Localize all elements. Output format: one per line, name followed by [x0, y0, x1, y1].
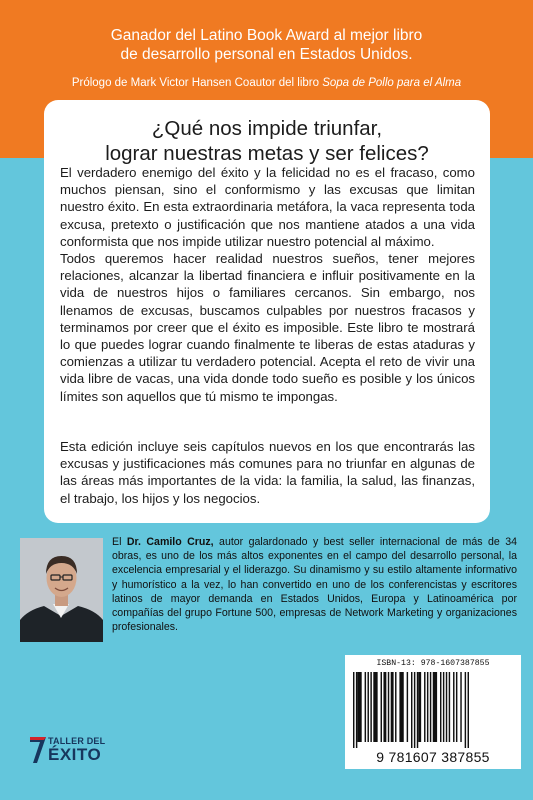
- barcode-bar: [449, 672, 450, 742]
- barcode-bar: [395, 672, 396, 742]
- barcode-bar: [368, 672, 369, 742]
- author-name: Dr. Camilo Cruz,: [126, 536, 214, 548]
- barcode-bar: [433, 672, 437, 742]
- synopsis-card: [44, 100, 490, 523]
- prologue-prefix: Prólogo de Mark Victor Hansen Coautor del libro: [71, 77, 323, 89]
- award-text: [0, 26, 533, 64]
- barcode-bar: [417, 672, 418, 748]
- prologue-book-title: Sopa de Pollo para el Alma: [322, 77, 462, 89]
- barcode-bar: [365, 672, 366, 742]
- barcode-bar: [460, 672, 461, 742]
- barcode-bar: [456, 672, 457, 742]
- isbn-barcode: [345, 655, 521, 769]
- synopsis-title-line-1: ¿Qué nos impide triunfar,: [151, 117, 383, 140]
- publisher-name-line-2: ÉXITO: [48, 745, 102, 764]
- synopsis-paragraph-1: El verdadero enemigo del éxito y la felicidad no es el fracaso, como muchos piensan, sino el conformismo y las excusas que limitan nuestro éxito. En esta extraordinaria metáfora, la vaca representa toda excusa, pretexto o justificación que nos mantiene atados a una vida conformista que nos impide utilizar nuestro potencial al máximo.: [60, 165, 475, 249]
- synopsis-title-line-2: lograr nuestras metas y ser felices?: [105, 142, 429, 165]
- publisher-logo: [28, 733, 128, 773]
- barcode-bar: [381, 672, 382, 742]
- author-bio-rest: autor galardonado y best seller internacional de más de 34 obras, es uno de los más altos exponentes en el campo del desarrollo personal, la excelencia empresarial y el liderazgo. Su dinamismo y su estilo altamente informativo y humorístico a la vez, lo han convertido en uno de los conferencistas y escritores latinos de mayor demanda en Estados Unidos, Europa y Latinoamérica por compañías del grupo Fortune 500, empresas de Network Marketing y organizaciones profesionales.: [112, 536, 517, 634]
- barcode-bar: [414, 672, 415, 748]
- author-bio-prefix: El: [112, 536, 127, 548]
- barcode-bar: [468, 672, 469, 748]
- barcode-bar: [443, 672, 444, 742]
- publisher-name-line-1: TALLER DEL: [48, 736, 106, 746]
- isbn-label: ISBN-13: 978-1607387855: [376, 659, 490, 668]
- publisher-seven-icon: [28, 733, 48, 765]
- barcode-bar: [373, 672, 377, 742]
- barcode-bar: [411, 672, 412, 748]
- barcode-bar: [407, 672, 408, 742]
- barcode-bar: [356, 672, 357, 748]
- synopsis-title: [44, 116, 490, 166]
- award-line-1: Ganador del Latino Book Award al mejor libro: [110, 27, 423, 44]
- barcode-bar: [357, 672, 361, 742]
- barcode-bar: [424, 672, 425, 742]
- synopsis-paragraph-3: Esta edición incluye seis capítulos nuevos en los que encontrarás las excusas y justificaciones más comunes para no triunfar en algunas de las áreas más importantes de la vida: la familia, la salud, las finanzas, el trabajo, los hijos y los negocios.: [60, 439, 475, 506]
- barcode-digits: 9 781607 387855: [376, 749, 490, 765]
- synopsis-paragraph-2: Todos queremos hacer realidad nuestros sueños, tener mejores relaciones, alcanzar la libertad financiera e influir positivamente en la vida de nuestros hijos o familiares cercanos. Sin embargo, nos llenamos de excusas, buscamos culpables por nuestros fracasos y terminamos por creer que el éxito es imposible. Este libro te mostrará lo que puedes lograr cuando finalmente te liberas de estas ataduras y comienzas a utilizar tu verdadero potencial. Acepta el reto de vivir una vida libre de vacas, una vida donde todo sueño es posible y los únicos límites son aquellos que tú mismo te impongas.: [60, 251, 475, 404]
- barcode-bar: [383, 672, 386, 742]
- barcode-bars: [351, 672, 515, 748]
- barcode-bar: [370, 672, 371, 742]
- barcode-bar: [430, 672, 431, 742]
- barcode-bar: [440, 672, 441, 742]
- barcode-bar: [427, 672, 428, 742]
- barcode-bar: [391, 672, 394, 742]
- prologue-text: [0, 76, 533, 91]
- author-bio: [112, 535, 517, 634]
- barcode-bar: [465, 672, 466, 748]
- author-portrait-icon: [20, 538, 103, 642]
- barcode-bar: [446, 672, 447, 742]
- barcode-bar: [453, 672, 454, 742]
- barcode-bar: [418, 672, 421, 742]
- author-photo: [20, 538, 103, 642]
- barcode-bar: [388, 672, 389, 742]
- barcode-bar: [399, 672, 403, 742]
- barcode-bar: [353, 672, 354, 748]
- award-line-2: de desarrollo personal en Estados Unidos.: [120, 46, 413, 63]
